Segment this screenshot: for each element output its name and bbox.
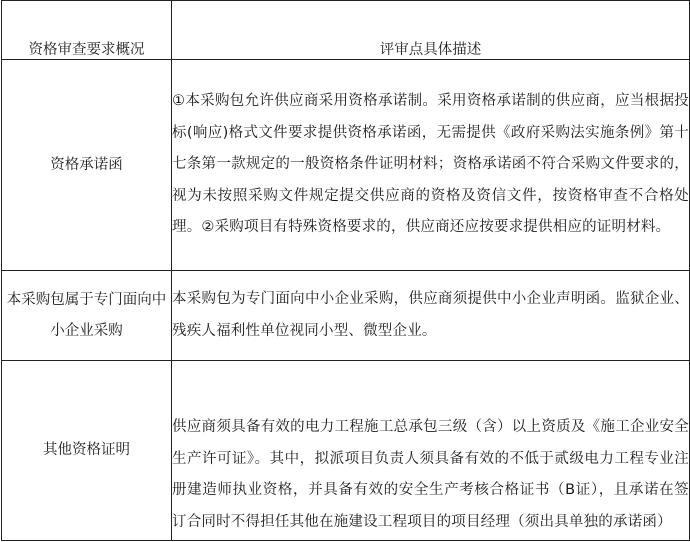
qualification-table xyxy=(1,0,690,541)
table-row xyxy=(2,361,690,541)
table-row xyxy=(2,271,690,361)
header-review-description: 评审点具体描述 xyxy=(172,1,690,60)
table-header-row xyxy=(2,1,690,60)
row-label: 本采购包属于专门面向中小企业采购 xyxy=(2,271,172,361)
row-description: 本采购包为专门面向中小企业采购，供应商须提供中小企业声明函。监狱企业、残疾人福利性单位视同小型、微型企业。 xyxy=(172,271,690,361)
row-label: 其他资格证明 xyxy=(2,361,172,541)
header-requirement-overview: 资格审查要求概况 xyxy=(2,1,172,60)
row-description: ①本采购包允许供应商采用资格承诺制。采用资格承诺制的供应商，应当根据投标(响应)格式文件要求提供资格承诺函，无需提供《政府采购法实施条例》第十七条第一款规定的一般资格条件证明材料；资格承诺函不符合采购文件要求的，视为未按照采购文件规定提交供应商的资格及资信文件，按资格审查不合格处理。②采购项目有特殊资格要求的，供应商还应按要求提供相应的证明材料。 xyxy=(172,60,690,271)
row-label: 资格承诺函 xyxy=(2,60,172,271)
table-row xyxy=(2,60,690,271)
row-description: 供应商须具备有效的电力工程施工总承包三级（含）以上资质及《施工企业安全生产许可证》。其中，拟派项目负责人须具备有效的不低于贰级电力工程专业注册建造师执业资格，并具备有效的安全生产考核合格证书（B证），且承诺在签订合同时不得担任其他在施建设工程项目的项目经理（须出具单独的承诺函） xyxy=(172,361,690,541)
